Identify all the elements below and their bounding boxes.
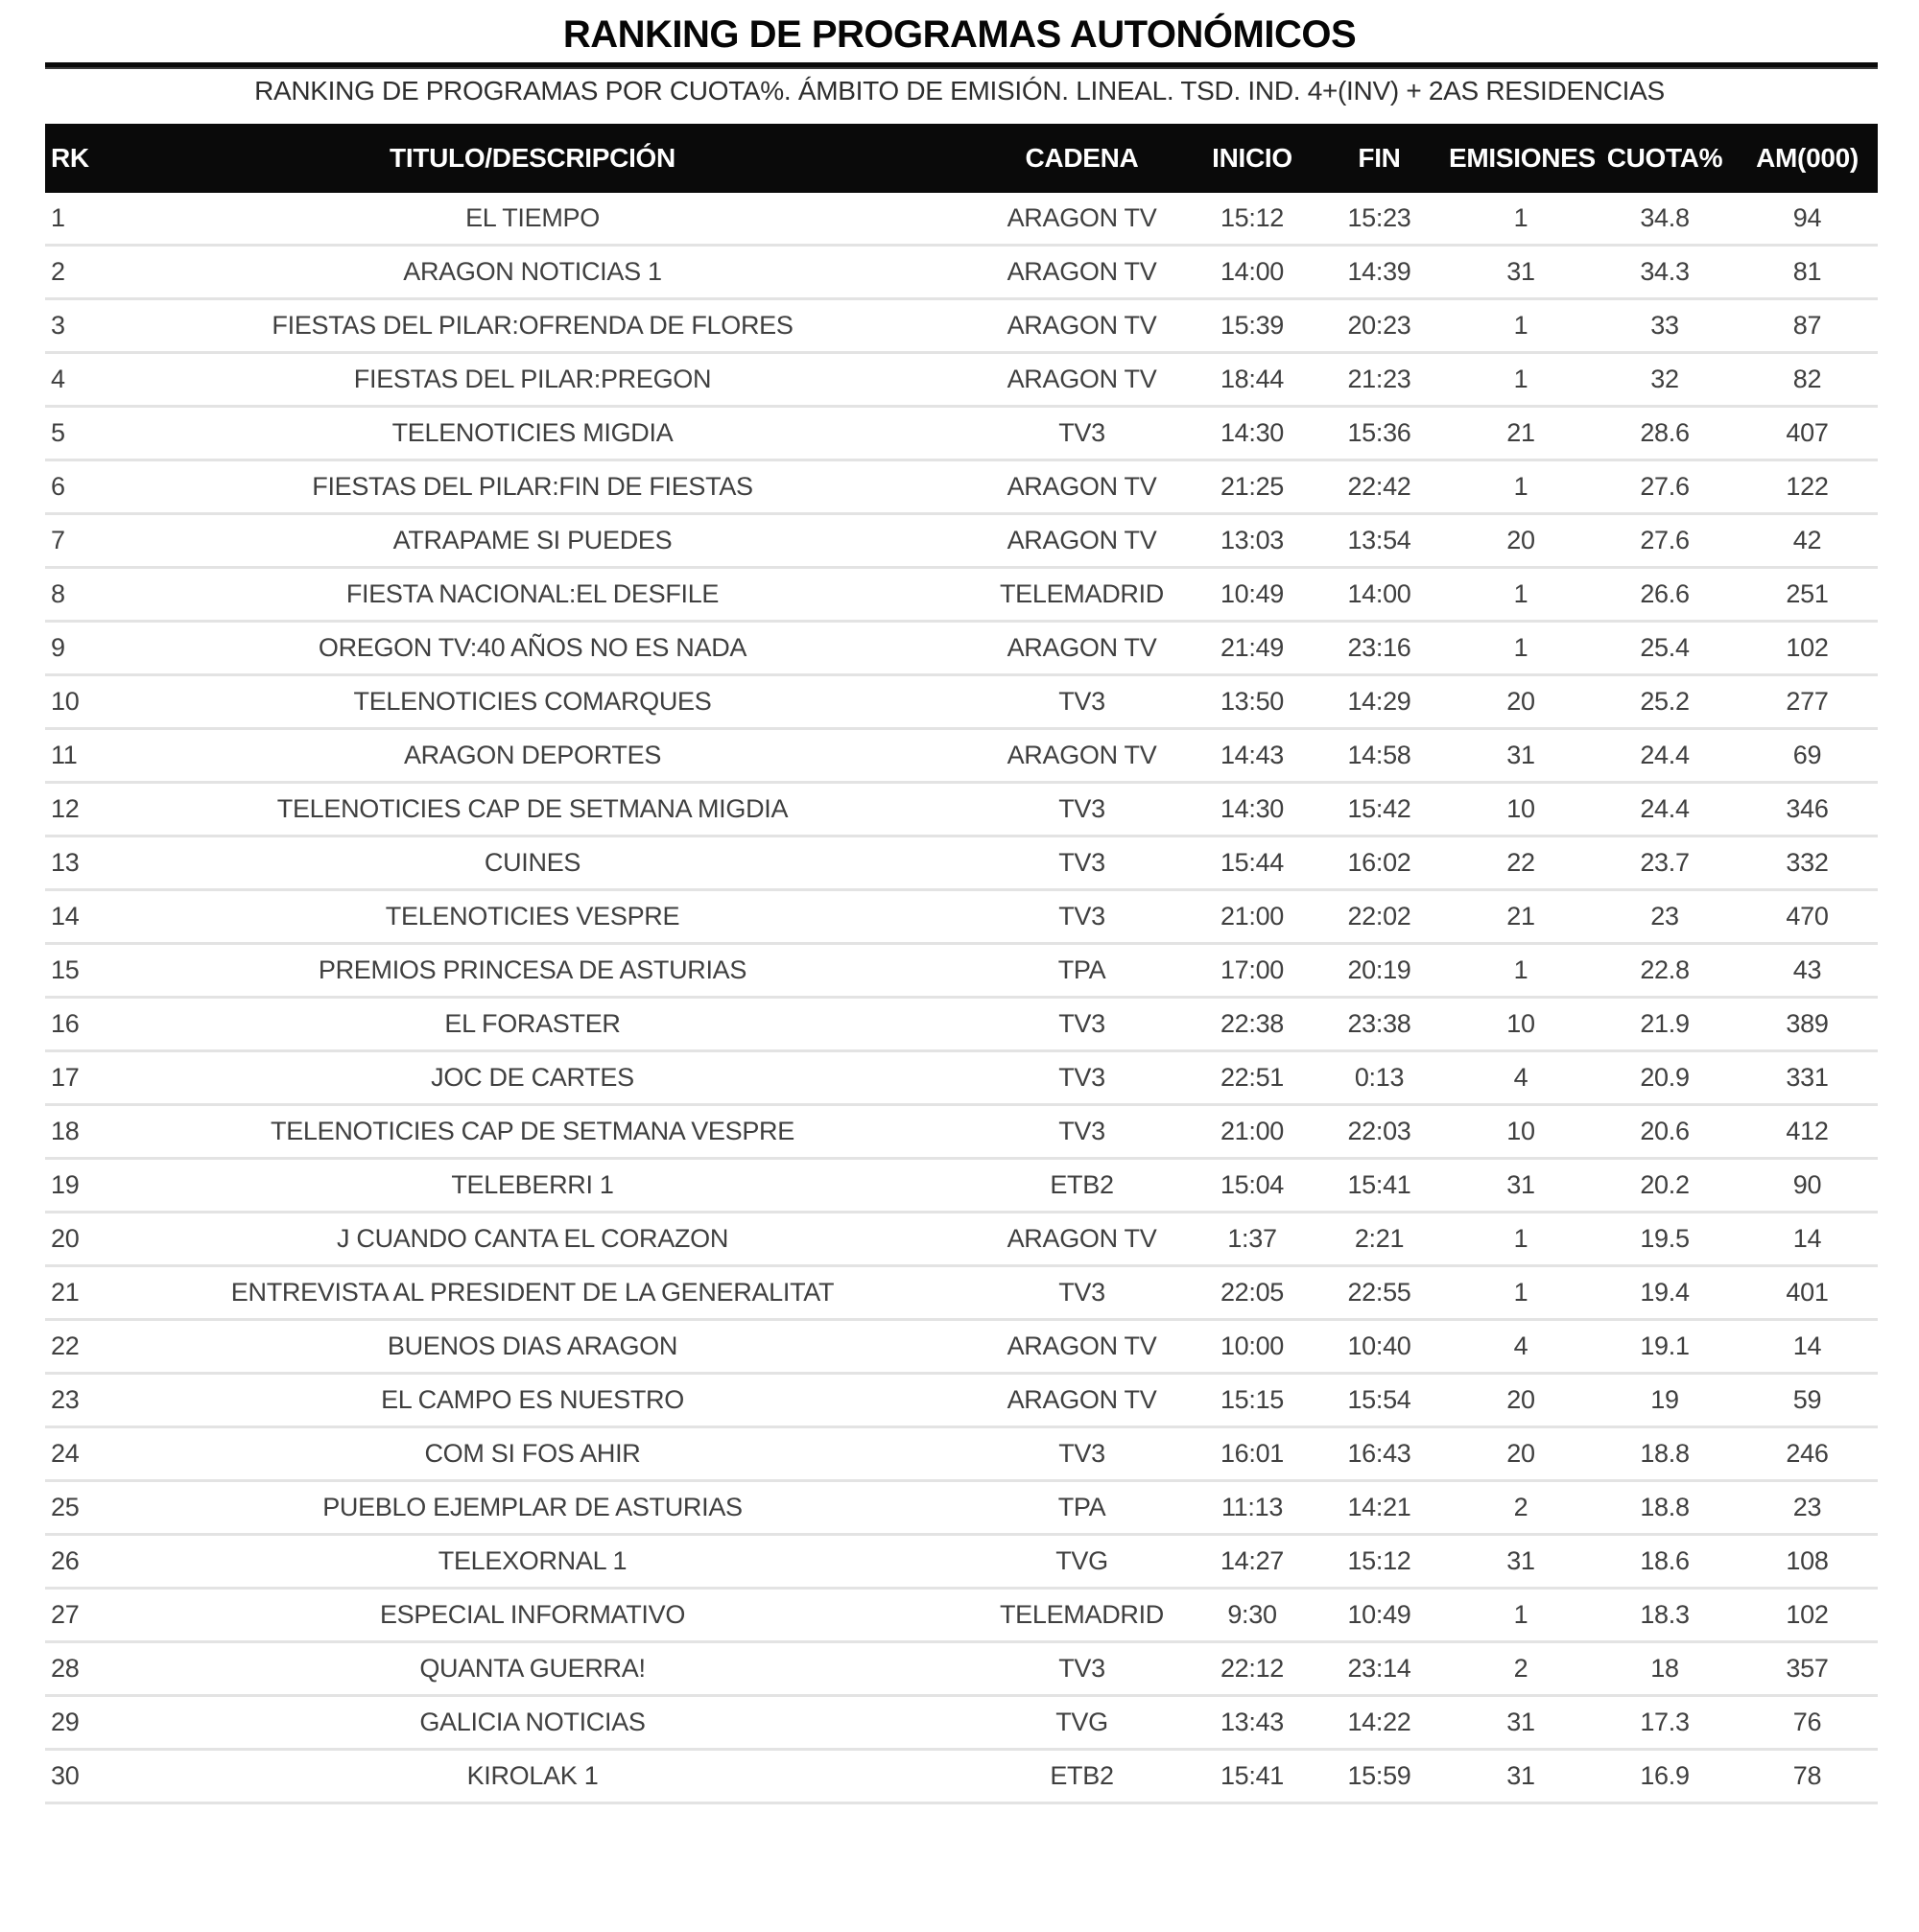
cell-rk: 19 bbox=[51, 1170, 80, 1199]
cell-emisiones: 4 bbox=[1513, 1331, 1528, 1360]
cell-cadena: ARAGON TV bbox=[1007, 1331, 1157, 1360]
table-row bbox=[45, 408, 1878, 461]
cell-cadena: ARAGON TV bbox=[1007, 1224, 1157, 1253]
cell-cadena: TV3 bbox=[1058, 902, 1105, 931]
table-row bbox=[45, 945, 1878, 999]
cell-inicio: 15:04 bbox=[1220, 1170, 1285, 1199]
cell-emisiones: 21 bbox=[1506, 418, 1535, 447]
cell-am: 357 bbox=[1786, 1654, 1829, 1683]
cell-title: EL TIEMPO bbox=[465, 203, 600, 232]
cell-cadena: ARAGON TV bbox=[1007, 203, 1157, 232]
column-header-rk: RK bbox=[51, 143, 89, 173]
cell-inicio: 14:30 bbox=[1220, 418, 1285, 447]
table-row bbox=[45, 1160, 1878, 1213]
cell-title: TELENOTICIES COMARQUES bbox=[353, 687, 712, 716]
cell-am: 401 bbox=[1786, 1278, 1829, 1307]
cell-cuota: 23.7 bbox=[1640, 848, 1690, 877]
cell-am: 43 bbox=[1792, 955, 1822, 984]
cell-rk: 14 bbox=[51, 902, 80, 931]
column-header-cuota: CUOTA% bbox=[1606, 143, 1723, 173]
cell-emisiones: 10 bbox=[1506, 1117, 1535, 1145]
cell-am: 108 bbox=[1786, 1546, 1829, 1575]
cell-title: FIESTAS DEL PILAR:FIN DE FIESTAS bbox=[312, 472, 753, 501]
cell-rk: 3 bbox=[51, 311, 65, 340]
cell-cuota: 19 bbox=[1650, 1385, 1679, 1414]
cell-am: 331 bbox=[1786, 1063, 1829, 1092]
cell-inicio: 1:37 bbox=[1227, 1224, 1277, 1253]
column-header-emisiones: EMISIONES bbox=[1449, 143, 1596, 173]
cell-cuota: 26.6 bbox=[1640, 579, 1690, 608]
title-divider bbox=[45, 62, 1878, 69]
page-subtitle: RANKING DE PROGRAMAS POR CUOTA%. ÁMBITO DE EMISIÓN. LINEAL. TSD. IND. 4+(INV) + 2AS RESIDENCIAS bbox=[254, 76, 1665, 106]
cell-am: 87 bbox=[1792, 311, 1822, 340]
cell-am: 82 bbox=[1792, 365, 1822, 393]
cell-inicio: 22:05 bbox=[1220, 1278, 1285, 1307]
cell-cadena: ETB2 bbox=[1050, 1761, 1114, 1790]
cell-inicio: 15:44 bbox=[1220, 848, 1285, 877]
cell-am: 407 bbox=[1786, 418, 1829, 447]
cell-am: 76 bbox=[1792, 1708, 1822, 1736]
table-row bbox=[45, 1052, 1878, 1106]
table-row bbox=[45, 730, 1878, 784]
cell-rk: 1 bbox=[51, 203, 65, 232]
table-row bbox=[45, 837, 1878, 891]
cell-cadena: TV3 bbox=[1058, 848, 1105, 877]
cell-emisiones: 1 bbox=[1513, 203, 1528, 232]
cell-title: ESPECIAL INFORMATIVO bbox=[379, 1600, 686, 1629]
cell-am: 23 bbox=[1792, 1493, 1822, 1521]
cell-emisiones: 20 bbox=[1506, 1439, 1535, 1468]
cell-cuota: 19.5 bbox=[1640, 1224, 1690, 1253]
cell-title: TELENOTICIES CAP DE SETMANA MIGDIA bbox=[276, 794, 789, 823]
cell-title: BUENOS DIAS ARAGON bbox=[387, 1331, 678, 1360]
cell-emisiones: 1 bbox=[1513, 365, 1528, 393]
cell-emisiones: 1 bbox=[1513, 1278, 1528, 1307]
cell-am: 90 bbox=[1792, 1170, 1822, 1199]
cell-cadena: ARAGON TV bbox=[1007, 257, 1157, 286]
cell-inicio: 15:41 bbox=[1220, 1761, 1285, 1790]
cell-inicio: 10:00 bbox=[1220, 1331, 1285, 1360]
cell-inicio: 15:15 bbox=[1220, 1385, 1285, 1414]
table-row bbox=[45, 1428, 1878, 1482]
cell-am: 69 bbox=[1792, 741, 1822, 769]
cell-emisiones: 1 bbox=[1513, 1224, 1528, 1253]
cell-inicio: 10:49 bbox=[1220, 579, 1285, 608]
cell-title: TELENOTICIES VESPRE bbox=[385, 902, 680, 931]
cell-am: 81 bbox=[1792, 257, 1822, 286]
cell-cuota: 25.2 bbox=[1640, 687, 1690, 716]
cell-emisiones: 20 bbox=[1506, 687, 1535, 716]
cell-inicio: 22:12 bbox=[1220, 1654, 1285, 1683]
cell-cadena: TVG bbox=[1055, 1546, 1108, 1575]
cell-title: EL CAMPO ES NUESTRO bbox=[381, 1385, 684, 1414]
table-row bbox=[45, 1751, 1878, 1804]
cell-cadena: ARAGON TV bbox=[1007, 741, 1157, 769]
cell-fin: 15:41 bbox=[1347, 1170, 1411, 1199]
table-row bbox=[45, 1643, 1878, 1697]
cell-emisiones: 1 bbox=[1513, 633, 1528, 662]
cell-fin: 22:03 bbox=[1347, 1117, 1411, 1145]
cell-emisiones: 21 bbox=[1506, 902, 1535, 931]
cell-fin: 14:00 bbox=[1347, 579, 1411, 608]
cell-cadena: TELEMADRID bbox=[999, 1600, 1165, 1629]
cell-cuota: 25.4 bbox=[1640, 633, 1690, 662]
cell-fin: 15:12 bbox=[1347, 1546, 1411, 1575]
cell-cadena: TV3 bbox=[1058, 794, 1105, 823]
cell-rk: 30 bbox=[51, 1761, 80, 1790]
cell-cuota: 17.3 bbox=[1640, 1708, 1690, 1736]
cell-cadena: TPA bbox=[1057, 1493, 1106, 1521]
table-row bbox=[45, 1106, 1878, 1160]
cell-inicio: 21:00 bbox=[1220, 902, 1285, 931]
cell-emisiones: 31 bbox=[1506, 1170, 1535, 1199]
cell-cuota: 20.2 bbox=[1640, 1170, 1690, 1199]
cell-fin: 14:29 bbox=[1347, 687, 1411, 716]
cell-rk: 6 bbox=[51, 472, 65, 501]
cell-rk: 7 bbox=[51, 526, 65, 554]
table-row bbox=[45, 999, 1878, 1052]
cell-am: 102 bbox=[1786, 1600, 1829, 1629]
cell-rk: 13 bbox=[51, 848, 80, 877]
cell-cuota: 34.8 bbox=[1640, 203, 1690, 232]
cell-title: TELEXORNAL 1 bbox=[438, 1546, 628, 1575]
cell-rk: 23 bbox=[51, 1385, 80, 1414]
cell-emisiones: 2 bbox=[1513, 1654, 1528, 1683]
cell-emisiones: 20 bbox=[1506, 1385, 1535, 1414]
cell-am: 14 bbox=[1792, 1224, 1822, 1253]
cell-emisiones: 4 bbox=[1513, 1063, 1528, 1092]
table-row bbox=[45, 515, 1878, 569]
cell-cadena: ARAGON TV bbox=[1007, 526, 1157, 554]
table-header-row bbox=[45, 124, 1878, 193]
cell-title: GALICIA NOTICIAS bbox=[419, 1708, 646, 1736]
cell-inicio: 13:43 bbox=[1220, 1708, 1285, 1736]
table-row bbox=[45, 1536, 1878, 1590]
cell-rk: 27 bbox=[51, 1600, 80, 1629]
cell-cuota: 18 bbox=[1650, 1654, 1679, 1683]
cell-inicio: 22:51 bbox=[1220, 1063, 1285, 1092]
cell-emisiones: 31 bbox=[1506, 1761, 1535, 1790]
cell-inicio: 15:12 bbox=[1220, 203, 1285, 232]
table-row bbox=[45, 1482, 1878, 1536]
table-row bbox=[45, 891, 1878, 945]
cell-inicio: 13:50 bbox=[1220, 687, 1285, 716]
cell-cadena: TV3 bbox=[1058, 418, 1105, 447]
cell-cadena: TV3 bbox=[1058, 1117, 1105, 1145]
cell-rk: 5 bbox=[51, 418, 65, 447]
cell-rk: 16 bbox=[51, 1009, 80, 1038]
cell-cadena: ARAGON TV bbox=[1007, 311, 1157, 340]
cell-emisiones: 31 bbox=[1506, 741, 1535, 769]
cell-fin: 13:54 bbox=[1347, 526, 1411, 554]
cell-fin: 22:42 bbox=[1347, 472, 1411, 501]
cell-am: 42 bbox=[1792, 526, 1822, 554]
cell-fin: 20:23 bbox=[1347, 311, 1411, 340]
cell-cadena: TV3 bbox=[1058, 1654, 1105, 1683]
cell-rk: 28 bbox=[51, 1654, 80, 1683]
cell-title: COM SI FOS AHIR bbox=[424, 1439, 641, 1468]
cell-cuota: 19.4 bbox=[1640, 1278, 1690, 1307]
cell-fin: 0:13 bbox=[1354, 1063, 1405, 1092]
cell-title: TELENOTICIES CAP DE SETMANA VESPRE bbox=[271, 1117, 794, 1145]
cell-rk: 20 bbox=[51, 1224, 80, 1253]
cell-inicio: 15:39 bbox=[1220, 311, 1285, 340]
cell-rk: 8 bbox=[51, 579, 65, 608]
cell-cadena: TELEMADRID bbox=[999, 579, 1165, 608]
cell-rk: 26 bbox=[51, 1546, 80, 1575]
page-title: RANKING DE PROGRAMAS AUTONÓMICOS bbox=[562, 13, 1357, 56]
cell-emisiones: 31 bbox=[1506, 1546, 1535, 1575]
table-row bbox=[45, 1267, 1878, 1321]
cell-cadena: TV3 bbox=[1058, 1439, 1105, 1468]
cell-cuota: 20.6 bbox=[1640, 1117, 1690, 1145]
cell-emisiones: 31 bbox=[1506, 257, 1535, 286]
cell-cuota: 32 bbox=[1650, 365, 1679, 393]
cell-fin: 10:49 bbox=[1347, 1600, 1411, 1629]
cell-emisiones: 20 bbox=[1506, 526, 1535, 554]
cell-rk: 24 bbox=[51, 1439, 80, 1468]
cell-fin: 20:19 bbox=[1347, 955, 1411, 984]
cell-fin: 21:23 bbox=[1347, 365, 1411, 393]
column-header-title: TITULO/DESCRIPCIÓN bbox=[390, 143, 675, 173]
cell-emisiones: 1 bbox=[1513, 955, 1528, 984]
table-row bbox=[45, 461, 1878, 515]
cell-fin: 22:02 bbox=[1347, 902, 1411, 931]
cell-cadena: TPA bbox=[1057, 955, 1106, 984]
cell-am: 251 bbox=[1786, 579, 1829, 608]
cell-fin: 15:42 bbox=[1347, 794, 1411, 823]
cell-cuota: 21.9 bbox=[1640, 1009, 1690, 1038]
cell-inicio: 11:13 bbox=[1220, 1493, 1284, 1521]
cell-emisiones: 22 bbox=[1506, 848, 1535, 877]
cell-cadena: TV3 bbox=[1058, 1278, 1105, 1307]
cell-rk: 17 bbox=[51, 1063, 80, 1092]
cell-cuota: 27.6 bbox=[1640, 472, 1690, 501]
cell-inicio: 14:27 bbox=[1220, 1546, 1285, 1575]
cell-title: EL FORASTER bbox=[444, 1009, 621, 1038]
cell-fin: 14:22 bbox=[1347, 1708, 1411, 1736]
cell-title: ATRAPAME SI PUEDES bbox=[392, 526, 673, 554]
cell-rk: 21 bbox=[51, 1278, 80, 1307]
cell-title: PUEBLO EJEMPLAR DE ASTURIAS bbox=[322, 1493, 743, 1521]
cell-inicio: 17:00 bbox=[1220, 955, 1285, 984]
cell-cuota: 28.6 bbox=[1640, 418, 1690, 447]
cell-emisiones: 2 bbox=[1513, 1493, 1528, 1521]
cell-emisiones: 1 bbox=[1513, 311, 1528, 340]
cell-rk: 22 bbox=[51, 1331, 80, 1360]
cell-am: 59 bbox=[1792, 1385, 1822, 1414]
cell-fin: 15:59 bbox=[1347, 1761, 1411, 1790]
cell-fin: 14:58 bbox=[1347, 741, 1411, 769]
cell-cuota: 24.4 bbox=[1640, 794, 1690, 823]
cell-rk: 11 bbox=[51, 741, 78, 769]
cell-inicio: 14:30 bbox=[1220, 794, 1285, 823]
table-row bbox=[45, 247, 1878, 300]
cell-cuota: 18.3 bbox=[1640, 1600, 1690, 1629]
cell-fin: 22:55 bbox=[1347, 1278, 1411, 1307]
cell-cadena: TVG bbox=[1055, 1708, 1108, 1736]
cell-title: OREGON TV:40 AÑOS NO ES NADA bbox=[318, 633, 747, 662]
cell-inicio: 16:01 bbox=[1220, 1439, 1285, 1468]
cell-title: J CUANDO CANTA EL CORAZON bbox=[336, 1224, 729, 1253]
cell-emisiones: 1 bbox=[1513, 1600, 1528, 1629]
cell-emisiones: 10 bbox=[1506, 794, 1535, 823]
cell-am: 332 bbox=[1786, 848, 1829, 877]
cell-cadena: ARAGON TV bbox=[1007, 1385, 1157, 1414]
cell-inicio: 22:38 bbox=[1220, 1009, 1285, 1038]
cell-rk: 29 bbox=[51, 1708, 80, 1736]
cell-cuota: 16.9 bbox=[1640, 1761, 1690, 1790]
cell-fin: 14:39 bbox=[1347, 257, 1411, 286]
cell-cadena: TV3 bbox=[1058, 1063, 1105, 1092]
cell-cuota: 33 bbox=[1650, 311, 1679, 340]
cell-am: 122 bbox=[1786, 472, 1829, 501]
cell-am: 94 bbox=[1792, 203, 1822, 232]
cell-am: 78 bbox=[1792, 1761, 1822, 1790]
cell-fin: 23:38 bbox=[1347, 1009, 1411, 1038]
cell-title: ENTREVISTA AL PRESIDENT DE LA GENERALITAT bbox=[230, 1278, 835, 1307]
cell-title: CUINES bbox=[484, 848, 581, 877]
cell-cuota: 27.6 bbox=[1640, 526, 1690, 554]
table-body bbox=[45, 193, 1878, 1804]
cell-inicio: 14:43 bbox=[1220, 741, 1285, 769]
cell-am: 246 bbox=[1786, 1439, 1829, 1468]
table-row bbox=[45, 623, 1878, 676]
cell-title: QUANTA GUERRA! bbox=[419, 1654, 646, 1683]
cell-rk: 15 bbox=[51, 955, 80, 984]
cell-am: 389 bbox=[1786, 1009, 1829, 1038]
cell-emisiones: 31 bbox=[1506, 1708, 1535, 1736]
cell-cadena: ARAGON TV bbox=[1007, 365, 1157, 393]
cell-rk: 2 bbox=[51, 257, 65, 286]
cell-rk: 4 bbox=[51, 365, 65, 393]
cell-fin: 23:16 bbox=[1347, 633, 1411, 662]
table-row bbox=[45, 1375, 1878, 1428]
cell-cuota: 18.8 bbox=[1640, 1439, 1690, 1468]
cell-cadena: ARAGON TV bbox=[1007, 633, 1157, 662]
table-row bbox=[45, 1590, 1878, 1643]
cell-rk: 9 bbox=[51, 633, 65, 662]
cell-inicio: 18:44 bbox=[1220, 365, 1285, 393]
cell-cuota: 34.3 bbox=[1640, 257, 1690, 286]
cell-fin: 16:02 bbox=[1347, 848, 1411, 877]
table-row bbox=[45, 354, 1878, 408]
column-header-am: AM(000) bbox=[1756, 143, 1859, 173]
table-row bbox=[45, 1321, 1878, 1375]
cell-fin: 15:23 bbox=[1347, 203, 1411, 232]
cell-am: 102 bbox=[1786, 633, 1829, 662]
cell-fin: 10:40 bbox=[1347, 1331, 1411, 1360]
table-row bbox=[45, 1213, 1878, 1267]
cell-inicio: 21:00 bbox=[1220, 1117, 1285, 1145]
cell-inicio: 14:00 bbox=[1220, 257, 1285, 286]
cell-am: 277 bbox=[1786, 687, 1829, 716]
table-row bbox=[45, 676, 1878, 730]
cell-title: FIESTA NACIONAL:EL DESFILE bbox=[345, 579, 720, 608]
cell-fin: 23:14 bbox=[1347, 1654, 1411, 1683]
cell-cadena: TV3 bbox=[1058, 1009, 1105, 1038]
cell-cadena: TV3 bbox=[1058, 687, 1105, 716]
cell-inicio: 9:30 bbox=[1227, 1600, 1277, 1629]
cell-title: TELENOTICIES MIGDIA bbox=[391, 418, 674, 447]
cell-cuota: 23 bbox=[1650, 902, 1679, 931]
cell-title: ARAGON DEPORTES bbox=[403, 741, 662, 769]
cell-cadena: ETB2 bbox=[1050, 1170, 1114, 1199]
cell-title: TELEBERRI 1 bbox=[451, 1170, 614, 1199]
cell-am: 14 bbox=[1792, 1331, 1822, 1360]
table-row bbox=[45, 569, 1878, 623]
cell-rk: 18 bbox=[51, 1117, 80, 1145]
cell-fin: 16:43 bbox=[1347, 1439, 1411, 1468]
cell-title: FIESTAS DEL PILAR:OFRENDA DE FLORES bbox=[272, 311, 794, 340]
cell-rk: 25 bbox=[51, 1493, 80, 1521]
cell-cuota: 22.8 bbox=[1640, 955, 1690, 984]
column-header-inicio: INICIO bbox=[1212, 143, 1292, 173]
ranking-table bbox=[45, 124, 1878, 1804]
cell-title: ARAGON NOTICIAS 1 bbox=[403, 257, 662, 286]
table-row bbox=[45, 300, 1878, 354]
cell-fin: 15:36 bbox=[1347, 418, 1411, 447]
cell-inicio: 21:49 bbox=[1220, 633, 1285, 662]
cell-title: PREMIOS PRINCESA DE ASTURIAS bbox=[318, 955, 747, 984]
cell-rk: 12 bbox=[51, 794, 80, 823]
cell-emisiones: 1 bbox=[1513, 579, 1528, 608]
cell-title: KIROLAK 1 bbox=[466, 1761, 599, 1790]
cell-emisiones: 1 bbox=[1513, 472, 1528, 501]
cell-fin: 15:54 bbox=[1347, 1385, 1411, 1414]
cell-cuota: 20.9 bbox=[1640, 1063, 1690, 1092]
cell-emisiones: 10 bbox=[1506, 1009, 1535, 1038]
cell-title: JOC DE CARTES bbox=[431, 1063, 634, 1092]
cell-rk: 10 bbox=[51, 687, 80, 716]
cell-fin: 2:21 bbox=[1354, 1224, 1405, 1253]
cell-am: 346 bbox=[1786, 794, 1829, 823]
cell-cuota: 18.6 bbox=[1640, 1546, 1690, 1575]
cell-inicio: 21:25 bbox=[1220, 472, 1285, 501]
column-header-fin: FIN bbox=[1358, 143, 1401, 173]
cell-title: FIESTAS DEL PILAR:PREGON bbox=[353, 365, 712, 393]
cell-am: 412 bbox=[1786, 1117, 1829, 1145]
table-row bbox=[45, 784, 1878, 837]
cell-cuota: 19.1 bbox=[1640, 1331, 1690, 1360]
cell-inicio: 13:03 bbox=[1220, 526, 1285, 554]
cell-fin: 14:21 bbox=[1347, 1493, 1411, 1521]
cell-am: 470 bbox=[1786, 902, 1829, 931]
cell-cuota: 24.4 bbox=[1640, 741, 1690, 769]
table-row bbox=[45, 193, 1878, 247]
table-row bbox=[45, 1697, 1878, 1751]
cell-cadena: ARAGON TV bbox=[1007, 472, 1157, 501]
column-header-cadena: CADENA bbox=[1025, 143, 1139, 173]
cell-cuota: 18.8 bbox=[1640, 1493, 1690, 1521]
